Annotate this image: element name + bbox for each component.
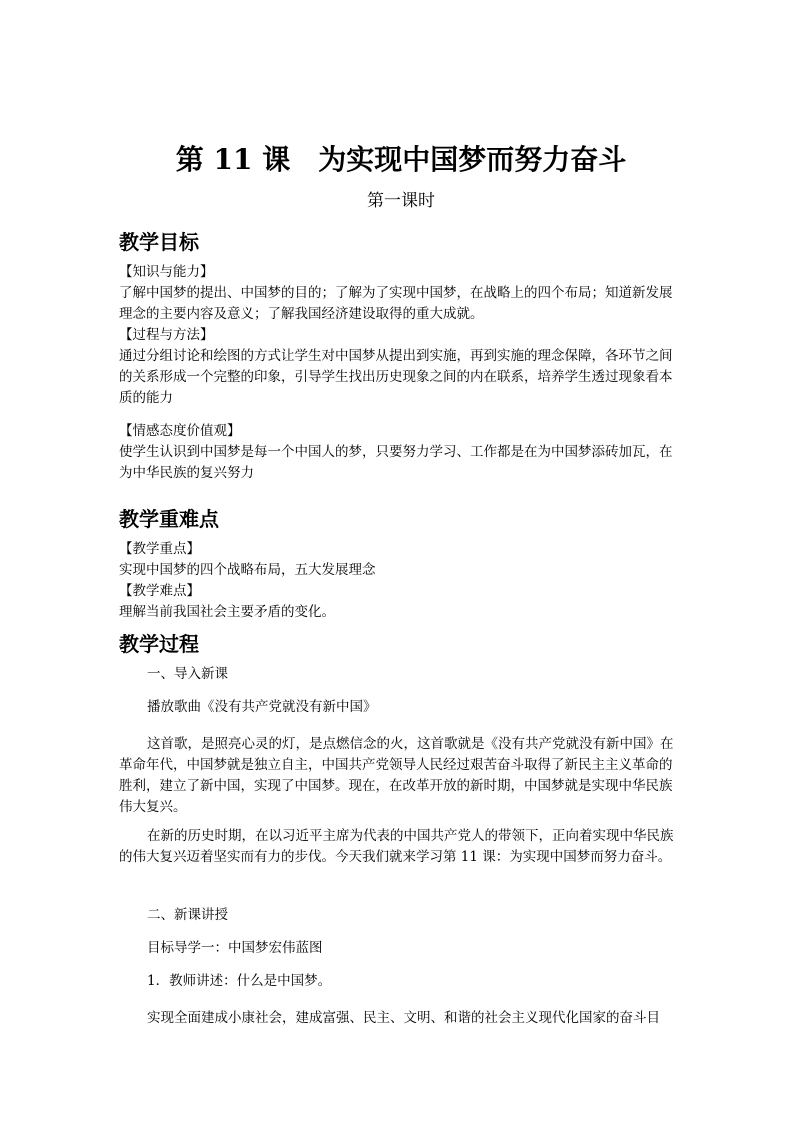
song-line: 播放歌曲《没有共产党就没有新中国》 [147,699,377,715]
knowledge-label: 【知识与能力】 [119,264,214,280]
key-text: 实现中国梦的四个战略布局，五大发展理念 [119,562,376,578]
difficult-text: 理解当前我国社会主要矛盾的变化。 [119,604,335,620]
key-points-heading: 教学重难点 [119,507,219,531]
step-new-lesson: 二、新课讲授 [147,907,228,923]
knowledge-text: 了解中国梦的提出、中国梦的目的；了解为了实现中国梦，在战略上的四个布局；知道新发展理念的主要内容及意义；了解我国经济建设取得的重大成就。 [119,285,673,322]
objectives-heading: 教学目标 [119,230,199,254]
intro-paragraph-2: 在新的历史时期，在以习近平主席为代表的中国共产党人的带领下，正向着实现中华民族的伟大复兴迈着坚实而有力的步伐。今天我们就来学习第 11 课：为实现中国梦而努力奋斗。 [119,828,674,865]
difficult-label: 【教学难点】 [119,583,200,599]
step-intro: 一、导入新课 [147,666,228,682]
body-paragraph-3: 实现全面建成小康社会，建成富强、民主、文明、和谐的社会主义现代化国家的奋斗目 [147,1010,660,1026]
lesson-subtitle: 第一课时 [367,191,435,211]
item-1: 1．教师讲述：什么是中国梦。 [147,973,332,989]
emotion-label: 【情感态度价值观】 [119,423,241,439]
process-method-label: 【过程与方法】 [119,327,214,343]
process-method-text: 通过分组讨论和绘图的方式让学生对中国梦从提出到实施，再到实施的理念保障，各环节之间的关系形成一个完整的印象，引导学生找出历史现象之间的内在联系，培养学生透过现象看本质的能力 [119,348,673,406]
intro-paragraph-1: 这首歌，是照亮心灵的灯，是点燃信念的火，这首歌就是《没有共产党就没有新中国》在革命年代，中国梦就是独立自主，中国共产党领导人民经过艰苦奋斗取得了新民主主义革命的胜利，建立了新中国，实现了中国梦。现在，在改革开放的新时期，中国梦就是实现中华民族伟大复兴。 [119,736,674,815]
lesson-title: 第 11 课 为实现中国梦而努力奋斗 [175,143,627,176]
key-label: 【教学重点】 [119,541,200,557]
goal-guide-1: 目标导学一：中国梦宏伟蓝图 [147,940,323,956]
emotion-text: 使学生认识到中国梦是每一个中国人的梦，只要努力学习、工作都是在为中国梦添砖加瓦，在为中华民族的复兴努力 [119,444,673,481]
process-heading: 教学过程 [119,632,199,656]
